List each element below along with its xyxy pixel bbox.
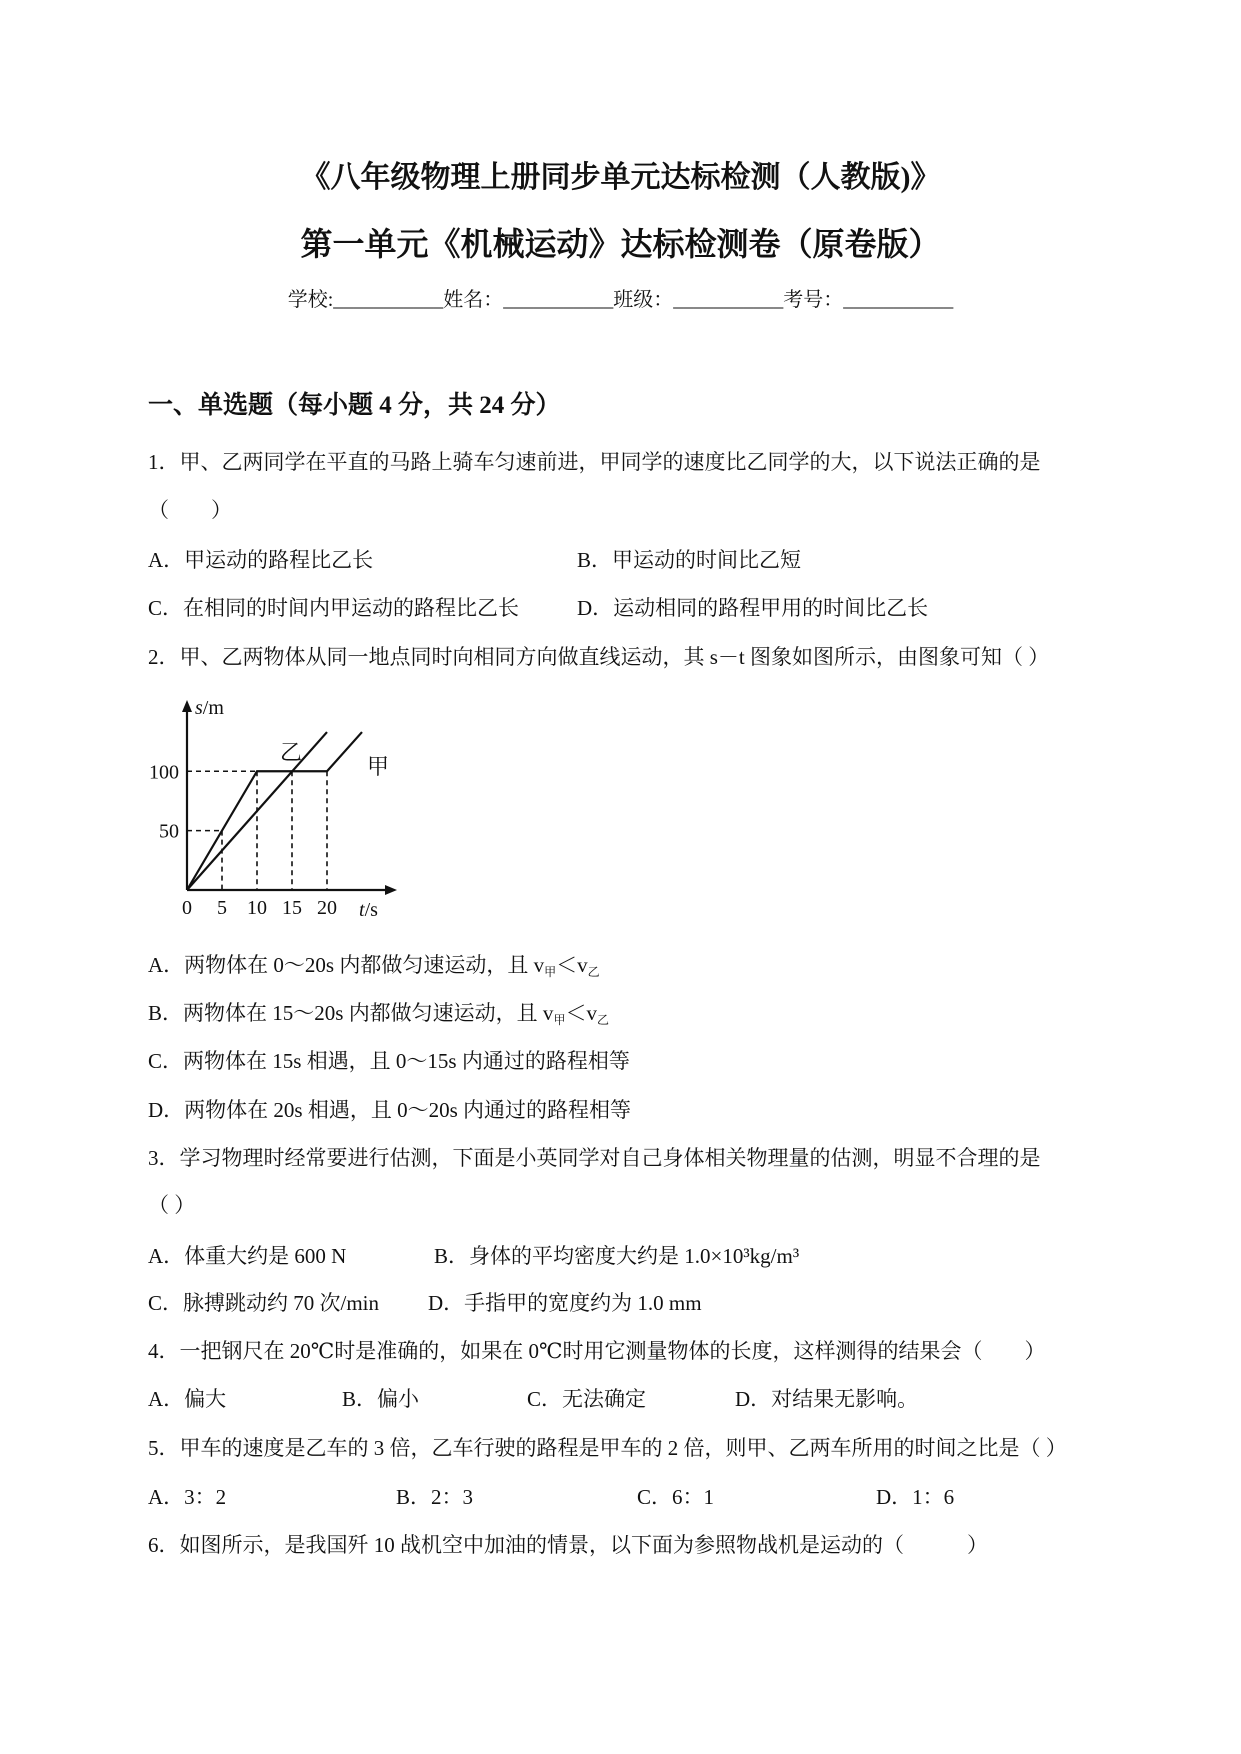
- x-tick-label: 5: [217, 897, 227, 919]
- student-info-line: [0, 286, 1241, 314]
- y-tick-label: 50: [159, 820, 179, 843]
- option-label: D．: [148, 1098, 185, 1122]
- option-text: 甲运动的时间比乙短: [612, 548, 802, 572]
- subscript-jia: 甲: [544, 965, 557, 979]
- question-1-option-b: [577, 546, 801, 574]
- question-3-stem: 3．学习物理时经常要进行估测，下面是小英同学对自己身体相关物理量的估测，明显不合理的是: [148, 1146, 1041, 1170]
- question-4-option-a: [148, 1385, 226, 1413]
- question-4-option-b: [342, 1385, 419, 1413]
- question-3-option-c: [148, 1289, 379, 1317]
- option-text: 1：6: [912, 1485, 955, 1509]
- question-5-option-c: [637, 1483, 714, 1511]
- question-5-option-b: [396, 1483, 473, 1511]
- option-label: D．: [876, 1485, 913, 1509]
- option-label: B．: [396, 1485, 432, 1509]
- x-tick-label: 0: [182, 897, 192, 919]
- option-label: C．: [527, 1387, 563, 1411]
- series-label: 甲: [366, 754, 390, 780]
- option-label: A．: [148, 1244, 185, 1268]
- document-title: 《八年级物理上册同步单元达标检测（人教版)》: [300, 161, 941, 194]
- x-tick-label: 15: [282, 897, 302, 919]
- option-text-continued: ＜v: [556, 953, 588, 977]
- question-4-option-c: [527, 1385, 646, 1413]
- question-1-option-d: [577, 594, 928, 622]
- option-text: 对结果无影响。: [771, 1387, 919, 1411]
- school-label: 学校:: [287, 289, 334, 311]
- option-text: 无法确定: [562, 1387, 647, 1411]
- option-label: B．: [434, 1244, 470, 1268]
- question-3-bracket: （ ）: [148, 1193, 196, 1217]
- subscript-yi: 乙: [587, 965, 600, 979]
- option-text: 在相同的时间内甲运动的路程比乙长: [183, 596, 520, 620]
- option-text: 2：3: [431, 1485, 474, 1509]
- question-2-option-a: [148, 951, 600, 979]
- option-text: 体重大约是 600 N: [184, 1244, 347, 1268]
- section-heading: 一、单选题（每小题 4 分，共 24 分）: [148, 392, 561, 419]
- y-tick-label: 100: [149, 761, 179, 784]
- option-text: 3：2: [184, 1485, 227, 1509]
- question-5-stem: 5．甲车的速度是乙车的 3 倍，乙车行驶的路程是甲车的 2 倍，则甲、乙两车所用的时间之比是（ ）: [148, 1436, 1067, 1460]
- x-axis-arrow-icon: [385, 885, 397, 895]
- question-5-option-d: [876, 1483, 954, 1511]
- option-label: C．: [148, 1291, 184, 1315]
- x-axis-symbol: t: [359, 899, 365, 921]
- option-text: 甲运动的路程比乙长: [184, 548, 374, 572]
- option-text: 脉搏跳动约 70 次/min: [183, 1291, 380, 1315]
- question-4-option-d: [735, 1385, 918, 1413]
- question-3-option-b: [434, 1242, 799, 1270]
- option-text: 运动相同的路程甲用的时间比乙长: [613, 596, 929, 620]
- question-1-bracket: （ ）: [148, 498, 232, 522]
- x-tick-label: 10: [247, 897, 267, 919]
- y-axis-title: [195, 697, 224, 719]
- option-text: 手指甲的宽度约为 1.0 mm: [464, 1291, 702, 1315]
- option-text: 两物体在 20s 相遇，且 0～20s 内通过的路程相等: [184, 1098, 632, 1122]
- question-2-stem: 2．甲、乙两物体从同一地点同时向相同方向做直线运动，其 s－t 图象如图所示，由图象可知（ ）: [148, 645, 1050, 669]
- option-text: 6：1: [672, 1485, 715, 1509]
- question-2-option-b: [148, 999, 609, 1027]
- x-axis-title: [359, 899, 378, 921]
- exam-number-blank: ___________: [843, 289, 954, 311]
- document-subtitle: 第一单元《机械运动》达标检测卷（原卷版）: [300, 226, 941, 262]
- series-line: [187, 732, 362, 890]
- option-label: B．: [577, 548, 613, 572]
- s-t-graph-figure: [147, 690, 417, 925]
- option-text: 两物体在 15s 相遇，且 0～15s 内通过的路程相等: [183, 1049, 630, 1073]
- question-2-option-c: [148, 1047, 630, 1075]
- option-label: A．: [148, 1485, 185, 1509]
- name-label: 姓名：: [443, 289, 504, 311]
- series-label: 乙: [279, 740, 303, 766]
- subscript-yi: 乙: [596, 1013, 609, 1027]
- question-1-option-a: [148, 546, 373, 574]
- option-label: B．: [148, 1001, 184, 1025]
- option-label: C．: [148, 1049, 184, 1073]
- y-axis-symbol: s: [195, 697, 203, 719]
- option-label: D．: [577, 596, 614, 620]
- school-blank: ___________: [333, 289, 444, 311]
- class-label: 班级：: [613, 289, 674, 311]
- question-4-stem: 4．一把钢尺在 20℃时是准确的，如果在 0℃时用它测量物体的长度，这样测得的结果会（ ）: [148, 1339, 1046, 1363]
- option-label: C．: [637, 1485, 673, 1509]
- option-label: C．: [148, 596, 184, 620]
- option-label: B．: [342, 1387, 378, 1411]
- subscript-jia: 甲: [553, 1013, 566, 1027]
- y-axis-unit: /m: [202, 697, 224, 719]
- question-6-stem: 6．如图所示，是我国歼 10 战机空中加油的情景，以下面为参照物战机是运动的（ ）: [148, 1533, 988, 1557]
- x-axis-unit: /s: [364, 899, 378, 921]
- class-blank: ___________: [673, 289, 784, 311]
- question-1-option-c: [148, 594, 519, 622]
- option-label: D．: [735, 1387, 772, 1411]
- x-tick-label: 20: [317, 897, 337, 919]
- series-line: [187, 732, 327, 890]
- option-text-continued: ＜v: [565, 1001, 597, 1025]
- exam-number-label: 考号：: [783, 289, 844, 311]
- option-label: A．: [148, 953, 185, 977]
- option-text: 偏大: [184, 1387, 227, 1411]
- option-text: 偏小: [377, 1387, 420, 1411]
- name-blank: ___________: [503, 289, 614, 311]
- option-text: 两物体在 15～20s 内都做匀速运动，且 v: [183, 1001, 554, 1025]
- question-1-stem: 1．甲、乙两同学在平直的马路上骑车匀速前进，甲同学的速度比乙同学的大，以下说法正确的是: [148, 450, 1041, 474]
- option-text: 身体的平均密度大约是 1.0×10³kg/m³: [469, 1244, 800, 1268]
- question-5-option-a: [148, 1483, 226, 1511]
- option-label: D．: [428, 1291, 465, 1315]
- option-text: 两物体在 0～20s 内都做匀速运动，且 v: [184, 953, 545, 977]
- question-2-option-d: [148, 1096, 631, 1124]
- y-axis-arrow-icon: [182, 700, 192, 712]
- question-3-option-a: [148, 1242, 346, 1270]
- question-3-option-d: [428, 1289, 702, 1317]
- option-label: A．: [148, 548, 185, 572]
- option-label: A．: [148, 1387, 185, 1411]
